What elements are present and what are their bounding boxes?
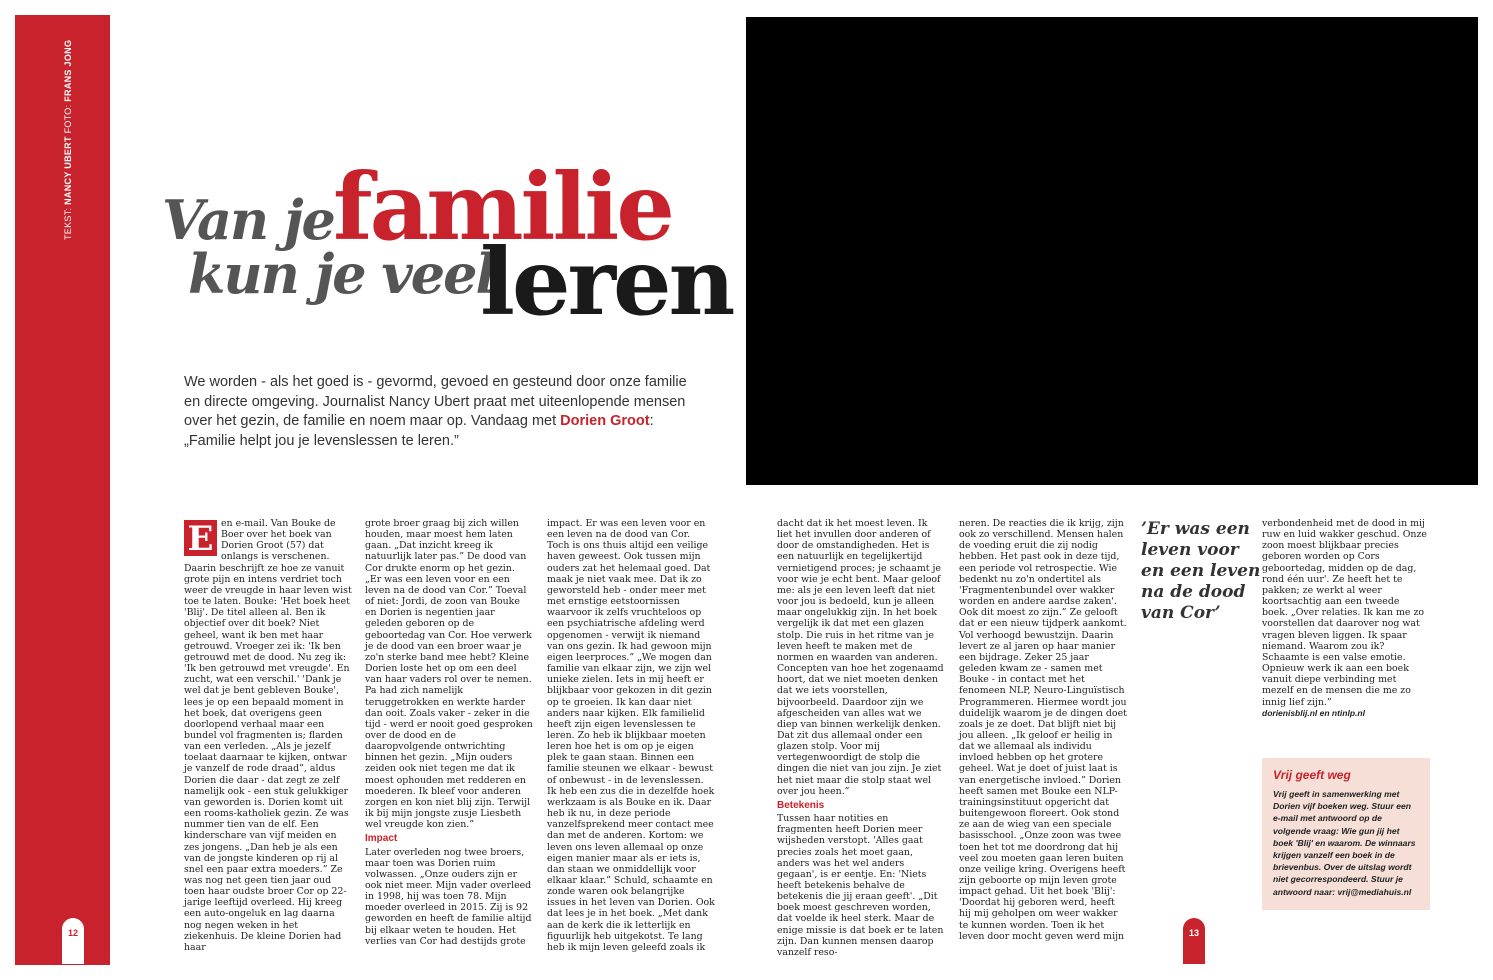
article-column-2: grote broer graag bij zich willen houden, maar moest hem laten gaan. „Dat inzicht kreeg ik natuurlijk later pas.” De dood van Cor drukte enorm op het gezin. „Er was een leven voor en een leven na de dood van Cor.” Toeval of niet: Jordi, de zoon van Bouke en Dorien is negentien jaar geleden geboren op de geboortedag van Cor. Hoe verwerk je de dood van een broer waar je zo'n sterke band mee hebt? Kleine Dorien loste het op om een deel van haar vaders rol over te nemen. Pa had zich namelijk teruggetrokken en werkte harder dan ooit. Zoals vaker - zeker in die tijd - werd er nooit goed gesproken over de dood en de daaropvolgende ontwrichting binnen het gezin. „Mijn ouders zeiden ook niet tegen me dat ik moest ophouden met redderen en moederen. Ik bleef voor anderen zorgen en kon niet blij zijn. Terwijl ik bij mijn jongste zusje Liesbeth wel vreugde kon zien.” Impact Later overleden nog twee broers, maar toen was Dorien ruim volwassen. „Onze ouders zijn er ook niet meer. Mijn vader overleed in 1998, hij was toen 78. Mijn moeder overleed in 2015. Zij is 92 geworden en heeft de familie altijd bij elkaar weten te houden. Het verlies van Cor had destijds grote bbox=[365, 518, 533, 947]
page-number-left: 12 bbox=[62, 918, 84, 964]
intro-paragraph: We worden - als het goed is - gevormd, gevoed en gesteund door onze familie en directe omgeving. Journalist Nancy Ubert praat met uiteenlopende mensen over het gezin, de familie en noem maar op. Vandaag met Dorien Groot: „Familie helpt jou je levenslessen te leren.” bbox=[184, 374, 687, 449]
photo-credit: TEKST: NANCY UBERT FOTO: FRANS JONG bbox=[63, 39, 73, 240]
article-column-6: verbondenheid met de dood in mij ruw en luid wakker geschud. Onze zoon moest blijkbaar precies geboren worden op Cors geboortedag, midden op de dag, rond één uur'. Ze heeft het te pakken; ze werkt al weer koortsachtig aan een tweede boek. „Over relaties. Ik kan me zo voorstellen dat daarover nog wat vragen bleven liggen. Ik spaar niemand. Waarom zou ik? Schaamte is een valse emotie. Opnieuw werk ik aan een boek vanuit diepe verbinding met mezelf en de mensen die me zo innig lief zijn.” dorienisblij.nl en ntinlp.nl bbox=[1262, 518, 1427, 718]
source-line: dorienisblij.nl en ntinlp.nl bbox=[1262, 707, 1365, 718]
subhead-betekenis: Betekenis bbox=[777, 799, 825, 811]
article-column-3: impact. Er was een leven voor en een leven na de dood van Cor. Toch is ons thuis altijd een veilige haven geweest. Ook tussen mijn ouders zat het helemaal goed. Dat maak je niet vaak mee. Dat ik zo geworsteld heb - onder meer met met ernstige eetstoornissen waarvoor ik zelfs vruchteloos op een psychiatrische afdeling werd opgenomen - verwijt ik niemand van ons gezin. Ik had gewoon mijn eigen leerproces.” „We mogen dan familie van elkaar zijn, we zijn wel unieke zielen. Iets in mij heeft er blijkbaar voor gekozen in dit gezin op te groeien. Ik kan daar niet anders naar kijken. Elk familielid heeft zijn eigen levenslessen te leren. Zo heb ik blijkbaar moeten leren hoe het is om op je eigen plek te gaan staan. Binnen een familie steunen we elkaar - bewust of onbewust - in de levenslessen. Ik heb een zus die in dezelfde hoek werkzaam is als Bouke en ik. Daar heb ik nu, in deze periode vanzelfsprekend meer contact mee dan met de anderen. Kortom: we leven ons leven allemaal op onze eigen manier maar als er iets is, dan staan we onmiddellijk voor elkaar klaar.” Schuld, schaamte en zonde waren ook belangrijke issues in het leven van Dorien. Ook dat lees je in het boek. „Met dank aan de kerk die ik letterlijk en figuurlijk heb uitgekotst. Te lang heb ik mijn leven geleefd zoals ik bbox=[547, 518, 715, 953]
title-van-je: Van je bbox=[162, 188, 334, 252]
pull-quote: ’Er was een leven voor en een leven na de dood van Cor’ bbox=[1141, 519, 1261, 623]
title-familie: familie bbox=[333, 153, 672, 261]
article-column-5: neren. De reacties die ik krijg, zijn ook zo verschillend. Mensen halen de voeding eruit die zij nodig hebben. Het past ook in deze tijd, een periode vol retrospectie. Wie bedenkt nu zo'n ondertitel als 'Fragmentenbundel over wakker worden en andere aardse zaken'. Ook dit moest zo zijn.” Ze gelooft dat er een nieuw tijdperk aankomt. Vol verhoogd bewustzijn. Daarin levert ze al jaren op haar manier een bijdrage. Zeker 25 jaar geleden kwam ze - samen met Bouke - in contact met het fenomeen NLP, Neuro-Linguïstisch Programmeren. Hiermee wordt jou duidelijk waarom je de dingen doet zoals je ze doet. Dat blijft niet bij jou alleen. „Ik geloof er heilig in dat we allemaal als individu invloed hebben op het grotere geheel. Wat je doet of juist laat is van energetische invloed.” Dorien heeft samen met Bouke een NLP-trainingsinstituut opgericht dat buitengewoon floreert. Ook stond ze aan de wieg van een speciale basisschool. „Onze zoon was twee toen het tot me doordrong dat hij veel zou moeten gaan leren buiten onze veilige kring. Overigens heeft zijn geboorte op mijn leven grote impact gehad. Uit het boek 'Blij': 'Doordat hij geboren werd, heeft hij mij geholpen om weer wakker te kunnen worden. Toen ik het leven door mocht geven werd mijn bbox=[959, 518, 1127, 942]
article-column-1: E en e-mail. Van Bouke de Boer over het boek van Dorien Groot (57) dat onlangs is verschenen. Daarin beschrijft ze hoe ze vanuit grote pijn en intens verdriet toch weer de vreugde in haar leven wist toe te laten. Bouke: 'Het boek heet 'Blij'. De titel alleen al. Ben ik objectief over dit boek? Niet geheel, want ik ben met haar getrouwd. Vroeger zei ik: 'Ik ben getrouwd met de dood. Nu zeg ik: 'Ik ben getrouwd met vreugde'. En zucht, wat een verschil.' 'Dank je wel dat je bent gebleven Bouke', lees je op een bepaald moment in het boek, dat overigens geen doorlopend verhaal maar een bundel vol fragmenten is; flarden van een verleden. „Als je jezelf toelaat daarnaar te kijken, ontwar je vanzelf de rode draad”, aldus Dorien die daar - dat zegt ze zelf namelijk ook - een stuk gelukkiger van geworden is. Dorien komt uit een rooms-katholiek gezin. Ze was nummer tien van de elf. Een kinderschare van vijf meiden en zes jongens. „Dan heb je als een van de jongste kinderen op rij al snel een paar extra moeders.” Ze was nog net geen tien jaar oud toen haar oudste broer Cor op 22-jarige leeftijd overleed. Hij kreeg een auto-ongeluk en lag daarna nog negen weken in het ziekenhuis. De kleine Dorien had haar bbox=[184, 518, 352, 953]
article-photo bbox=[746, 17, 1478, 485]
page-number-right: 13 bbox=[1183, 918, 1205, 964]
giveaway-box bbox=[1262, 758, 1430, 910]
giveaway-body: Vrij geeft in samenwerking met Dorien vijf boeken weg. Stuur een e-mail met antwoord op de volgende vraag: Wie gun jij het boek 'Blij' en waarom. De winnaars krijgen vanzelf een boek in de brievenbus. Over de uitslag wordt niet gecorrespondeerd. Stuur je antwoord naar: vrij@mediahuis.nl bbox=[1273, 789, 1416, 897]
drop-cap: E bbox=[184, 520, 217, 556]
title-leren: leren bbox=[480, 228, 733, 336]
subhead-impact: Impact bbox=[365, 833, 398, 845]
title-kun-je-veel: kun je veel bbox=[188, 242, 495, 306]
intro-highlight-name: Dorien Groot bbox=[560, 413, 650, 429]
giveaway-title: Vrij geeft weg bbox=[1273, 768, 1351, 782]
article-column-4: dacht dat ik het moest leven. Ik liet het invullen door anderen of door de omstandigheden. Het is een natuurlijk en tegelijkertijd vernietigend proces; je schaamt je voor wie je echt bent. Maar geloof me: als je een leven leeft dat niet voor jou is bedoeld, kun je alleen maar ongelukkig zijn. In het boek vergelijk ik dat met een glazen stolp. Die ruis in het ritme van je leven heeft te maken met de normen en waarden van anderen. Concepten van hoe het zogenaamd hoort, dat we niet moeten denken dat we iets voorstellen, bijvoorbeeld. Daardoor zijn we afgescheiden van alles wat we diep van binnen werkelijk denken. Dat zit dus allemaal onder een glazen stolp. Voor mij vertegenwoordigt de stolp die dingen die niet van jou zijn. Je ziet het niet maar die stolp staat wel over jou heen.” Betekenis Tussen haar notities en fragmenten heeft Dorien meer wijsheden verstopt. 'Alles gaat precies zoals het moet gaan, anders was het wel anders gegaan', is er eentje. En: 'Niets heeft betekenis behalve de betekenis die jij eraan geeft'. „Dit boek moest geschreven worden, dat voelde ik heel sterk. Maar de enige missie is dat boek er te laten zijn. Dan kunnen mensen daarop vanzelf reso- bbox=[777, 518, 944, 958]
